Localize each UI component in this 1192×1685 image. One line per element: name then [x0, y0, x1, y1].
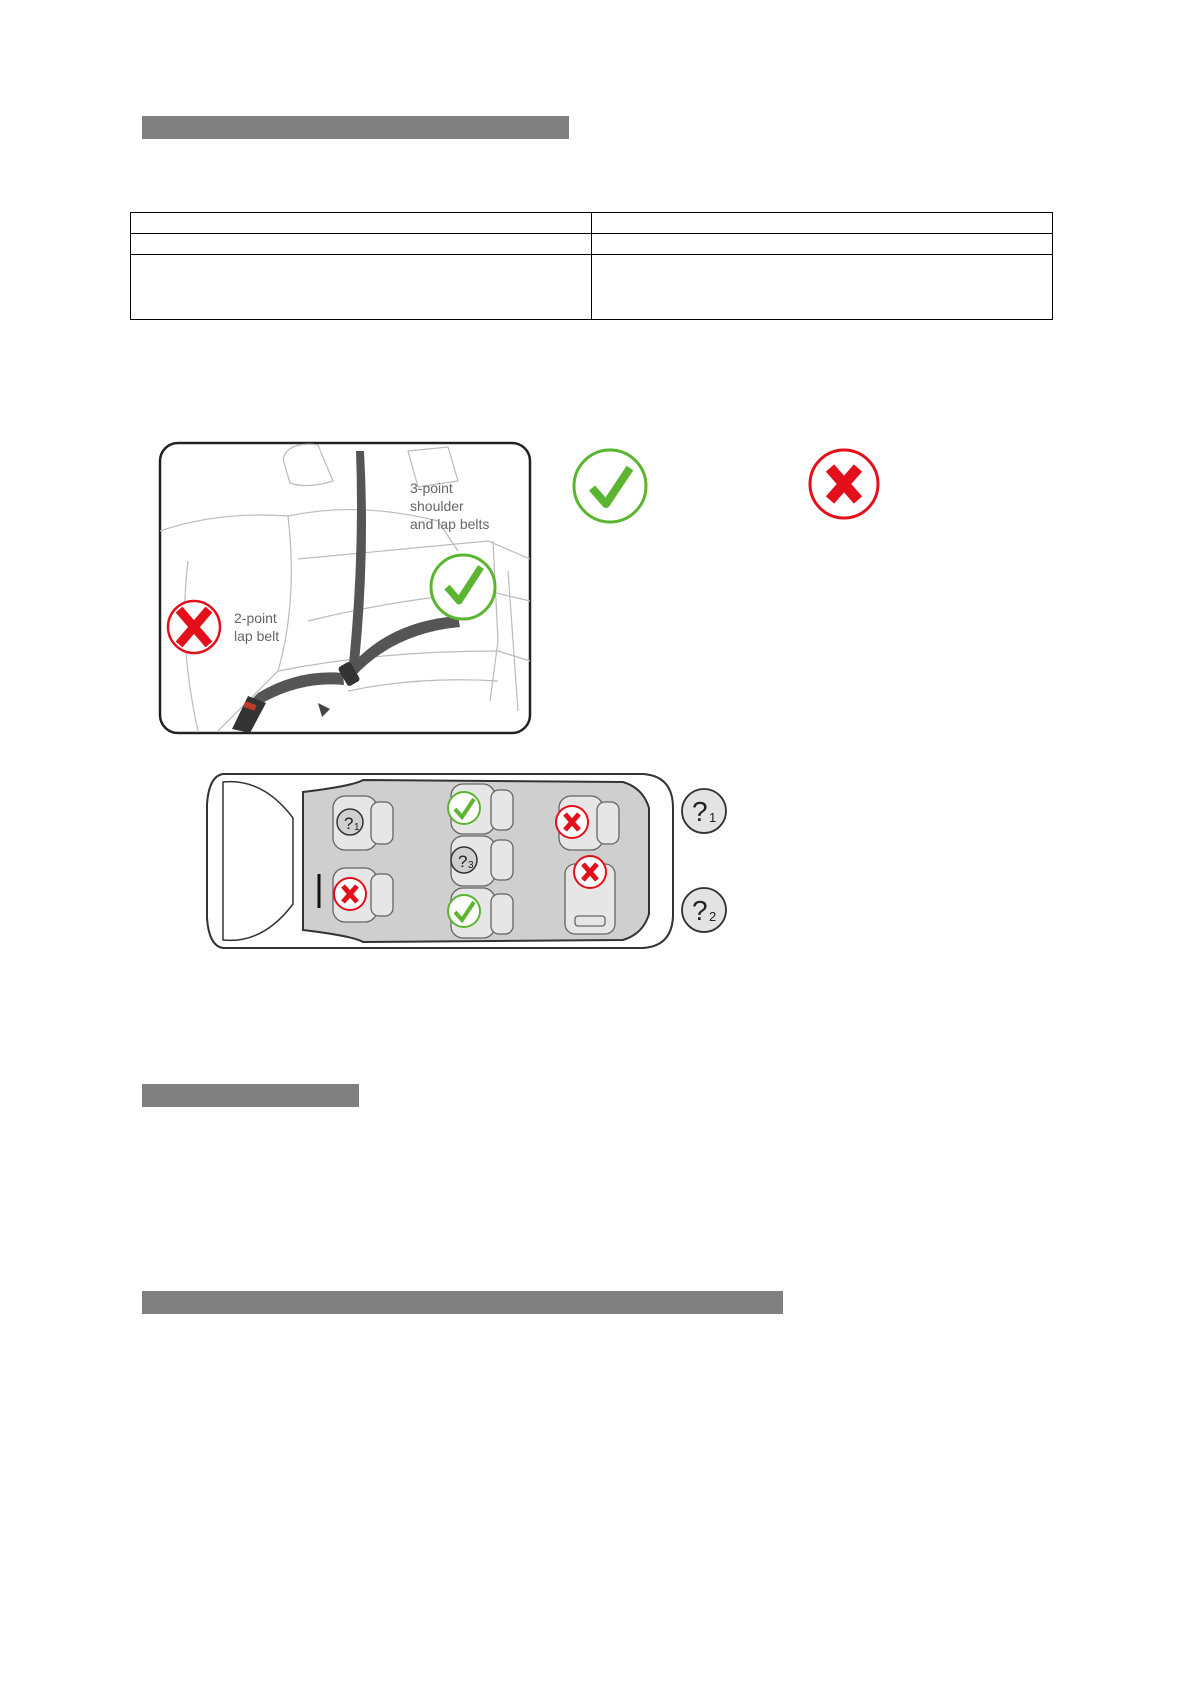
- section-heading-bar: [142, 1291, 783, 1314]
- svg-text:3: 3: [468, 860, 474, 871]
- svg-text:?: ?: [344, 814, 354, 833]
- svg-text:?: ?: [692, 796, 708, 827]
- label-3point-line2: shoulder: [410, 498, 464, 514]
- section-heading-bar: [142, 1084, 359, 1107]
- spec-table: [130, 212, 1053, 320]
- vehicle-seating-diagram: [203, 768, 679, 954]
- label-3point-line1: 3-point: [410, 480, 453, 496]
- label-2point-line2: lap belt: [234, 628, 280, 644]
- check-icon: [570, 446, 650, 526]
- question-mark-icon: [679, 786, 729, 836]
- table-cell: [592, 234, 1053, 255]
- question-mark-icon: [451, 847, 477, 873]
- table-cell: [131, 234, 592, 255]
- table-cell: [592, 213, 1053, 234]
- check-icon: [448, 895, 480, 927]
- label-3point-line3: and lap belts: [410, 516, 490, 532]
- table-cell: [131, 213, 592, 234]
- cross-icon: [556, 806, 588, 838]
- cross-icon: [806, 446, 882, 522]
- svg-text:?: ?: [692, 895, 708, 926]
- table-cell: [592, 255, 1053, 320]
- section-heading-bar: [142, 116, 569, 139]
- label-2point-line1: 2-point: [234, 610, 277, 626]
- table-row: [131, 213, 1053, 234]
- svg-text:1: 1: [354, 822, 360, 833]
- question-mark-icon: [679, 885, 729, 935]
- table-cell: [131, 255, 592, 320]
- cross-icon: [334, 878, 366, 910]
- table-row: [131, 234, 1053, 255]
- check-icon: [448, 792, 480, 824]
- svg-text:2: 2: [709, 909, 717, 924]
- question-mark-icon: [337, 809, 363, 835]
- cross-icon: [574, 856, 606, 888]
- table-row: [131, 255, 1053, 320]
- svg-text:?: ?: [458, 852, 468, 871]
- seat-belt-illustration: [158, 441, 532, 735]
- svg-text:1: 1: [709, 810, 717, 825]
